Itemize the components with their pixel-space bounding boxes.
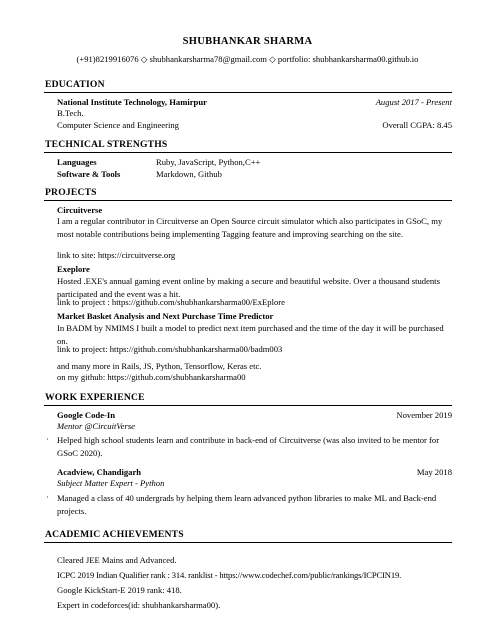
achievement-item: ICPC 2019 Indian Qualifier rank : 314. ranklist - https://www.codechef.com/public/rankings/ICPCIN19. [57, 570, 402, 580]
project-description: Hosted .EXE's annual gaming event online by making a secure and beautiful website. Over a thousand students participated and the event was a hit. [57, 276, 440, 299]
job-bullet: Managed a class of 40 undergrads by helping them learn advanced python libraries to make ML and Back-end projects. [57, 493, 437, 516]
achievement-item: Google KickStart-E 2019 rank: 418. [57, 585, 182, 595]
section-divider [44, 152, 452, 153]
job-role: Mentor @CircuitVerse [57, 421, 135, 431]
section-heading-education: EDUCATION [45, 79, 105, 90]
project-link[interactable]: link to project: https://github.com/shubhankarsharma00/badm003 [57, 344, 283, 354]
job-date: May 2018 [416, 467, 452, 477]
education-major: Computer Science and Engineering [57, 120, 179, 130]
skills-value-tools: Markdown, Github [156, 169, 222, 179]
section-divider [44, 92, 452, 93]
skills-label-languages: Languages [57, 157, 97, 167]
project-link[interactable]: link to project : https://github.com/shubhankarsharma00/ExEplore [57, 297, 285, 307]
education-institution: National Institute Technology, Hamirpur [57, 97, 207, 107]
resume-name: SHUBHANKAR SHARMA [182, 36, 313, 47]
job-role: Subject Matter Expert - Python [57, 478, 165, 488]
bullet-icon: · [46, 492, 49, 502]
section-divider [44, 200, 452, 201]
achievement-item: Expert in codeforces(id: shubhankarsharma00). [57, 600, 221, 610]
education-cgpa: Overall CGPA: 8.45 [382, 120, 452, 130]
project-description: In BADM by NMIMS I built a model to predict next item purchased and the time of the day it will be purchased on. [57, 323, 444, 346]
job-bullet: Helped high school students learn and contribute in back-end of Circuitverse (was also invited to be mentor for GSoC 2020). [57, 435, 440, 458]
education-degree: B.Tech. [57, 108, 84, 118]
skills-value-languages: Ruby, JavaScript, Python,C++ [156, 157, 261, 167]
section-heading-achievements: ACADEMIC ACHIEVEMENTS [45, 529, 184, 540]
project-description: I am a regular contributor in Circuitverse an Open Source circuit simulator which also participates in GSoC, my most notable contributions being implementing Tagging feature and improving searching on the site. [57, 216, 443, 239]
projects-github[interactable]: on my github: https://github.com/shubhankarsharma00 [57, 372, 246, 382]
skills-label-tools: Software & Tools [57, 169, 121, 179]
contact-line: (+91)8219916076 ◇ shubhankarsharma78@gmail.com ◇ portfolio: shubhankarsharma00.github.io [76, 54, 419, 64]
job-company: Google Code-In [57, 410, 116, 420]
project-link[interactable]: link to site: https://circuitverse.org [57, 250, 176, 260]
job-company: Acadview, Chandigarh [57, 467, 142, 477]
section-divider [44, 405, 452, 406]
section-heading-skills: TECHNICAL STRENGTHS [45, 139, 168, 150]
project-title: Market Basket Analysis and Next Purchase Time Predictor [57, 311, 274, 321]
job-date: November 2019 [396, 410, 452, 420]
achievement-item: Cleared JEE Mains and Advanced. [57, 555, 177, 565]
section-heading-projects: PROJECTS [45, 187, 97, 198]
education-dates: August 2017 - Present [375, 97, 452, 107]
section-divider [44, 542, 452, 543]
project-title: Circuitverse [57, 205, 103, 215]
projects-more: and many more in Rails, JS, Python, Tensorflow, Keras etc. [57, 361, 262, 371]
section-heading-work: WORK EXPERIENCE [45, 392, 145, 403]
project-title: Exeplore [57, 264, 90, 274]
bullet-icon: · [46, 434, 49, 444]
